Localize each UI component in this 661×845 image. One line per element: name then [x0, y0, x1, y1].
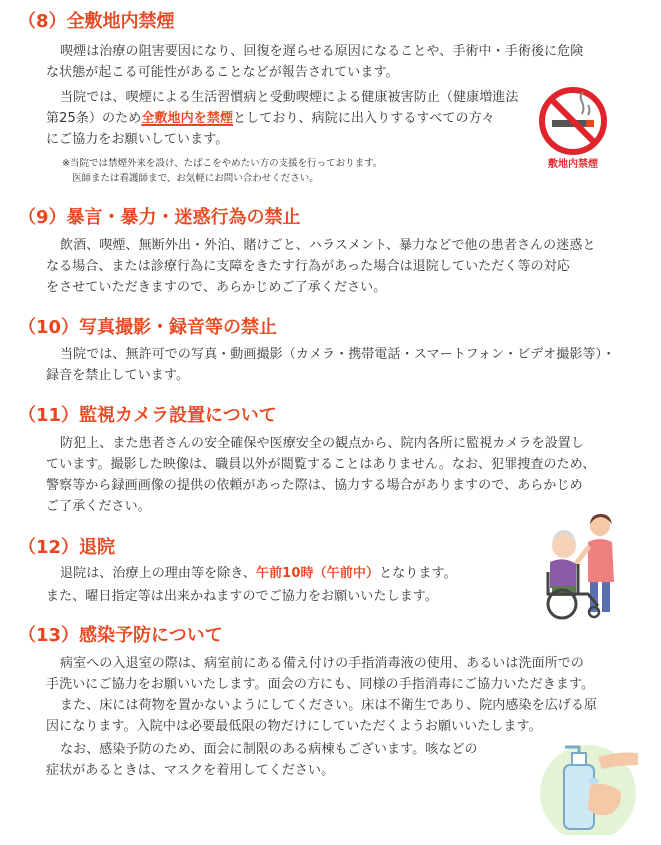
wheelchair-illustration: [532, 512, 627, 622]
infection-prevention-line2: 手洗いにご協力をお願いいたします。面会の方にも、同様の手指消毒にご協力いただきます。: [46, 677, 595, 692]
heading-discharge: （12）退院: [18, 537, 116, 558]
no-smoking-para2-line2b: としており、病院に出入りするすべての方々: [233, 111, 495, 126]
heading-security-camera: （11）監視カメラ設置について: [18, 405, 277, 426]
discharge-time-emphasis: 午前10時（午前中）: [255, 566, 380, 581]
prohibited-behavior-line2: なる場合、または診療行為に支障をきたす行為があった場合は退院していただく等の対応: [46, 259, 570, 274]
discharge-line1a: 退院は、治療上の理由等を除き、: [60, 566, 256, 581]
no-smoking-para2-line2a: 第25条）のため: [46, 111, 142, 126]
no-smoking-para2-line3: にご協力をお願いしています。: [46, 132, 229, 147]
discharge-line2: また、曜日指定等は出来かねますのでご協力をお願いいたします。: [46, 589, 438, 604]
no-smoking-para1-line2: な状態が起こる可能性があることなどが報告されています。: [46, 65, 399, 80]
prohibited-behavior-line1: 飲酒、喫煙、無断外出・外泊、賭けごと、ハラスメント、暴力などで他の患者さんの迷惑と: [60, 238, 596, 253]
infection-prevention-line6: 症状があるときは、マスクを着用してください。: [46, 763, 335, 778]
hand-sanitizer-illustration: [528, 735, 648, 835]
no-smoking-badge-label: 敷地内禁煙: [548, 159, 598, 170]
heading-photo-recording: （10）写真撮影・録音等の禁止: [18, 317, 278, 338]
no-smoking-emphasis: 全敷地内を禁煙: [141, 111, 234, 126]
discharge-line1b: となります。: [379, 566, 457, 581]
no-smoking-para1-line1: 喫煙は治療の阻害要因になり、回復を遅らせる原因になることや、手術中・手術後に危険: [60, 44, 584, 59]
discharge-line1: [60, 564, 457, 585]
no-smoking-note-line1: ※当院では禁煙外来を設け、たばこをやめたい方の支援を行っております。: [62, 158, 383, 169]
no-smoking-icon: [538, 86, 608, 156]
infection-prevention-line5: なお、感染予防のため、面会に制限のある病棟もございます。咳などの: [60, 742, 478, 757]
no-smoking-note-line2: 医師または看護師まで、お気軽にお問い合わせください。: [72, 173, 319, 184]
no-smoking-para2-line2: [46, 109, 495, 130]
prohibited-behavior-line3: をさせていただきますので、あらかじめご了承ください。: [46, 280, 387, 295]
no-smoking-badge: [538, 86, 608, 176]
photo-recording-line1: 当院では、無許可での写真・動画撮影（カメラ・携帯電話・スマートフォン・ビデオ撮影等）・: [60, 347, 616, 362]
heading-infection-prevention: （13）感染予防について: [18, 625, 223, 646]
photo-recording-line2: 録音を禁止しています。: [46, 368, 190, 383]
no-smoking-para2-line1: 当院では、喫煙による生活習慣病と受動喫煙による健康被害防止（健康増進法: [60, 90, 519, 105]
security-camera-line3: 警察等から録画画像の提供の依頼があった際は、協力する場合がありますので、あらかじめ: [46, 478, 583, 493]
infection-prevention-line1: 病室への入退室の際は、病室前にある備え付けの手指消毒液の使用、あるいは洗面所での: [60, 656, 585, 671]
hand-sanitizer-illustration-icon: [528, 735, 648, 835]
heading-prohibited-behavior: （9）暴言・暴力・迷惑行為の禁止: [18, 207, 301, 228]
security-camera-line1: 防犯上、また患者さんの安全確保や医療安全の観点から、院内各所に監視カメラを設置し: [60, 436, 585, 451]
security-camera-line2: ています。撮影した映像は、職員以外が閲覧することはありません。なお、犯罪捜査のため、: [46, 457, 596, 472]
infection-prevention-line4: 因になります。入院中は必要最低限の物だけにしていただくようお願いいたします。: [46, 719, 542, 734]
infection-prevention-line3: また、床には荷物を置かないようにしてください。床は不衛生であり、院内感染を広げる原: [60, 698, 598, 713]
heading-no-smoking: （8）全敷地内禁煙: [18, 11, 175, 32]
security-camera-line4: ご了承ください。: [46, 499, 151, 514]
wheelchair-illustration-icon: [532, 512, 627, 622]
